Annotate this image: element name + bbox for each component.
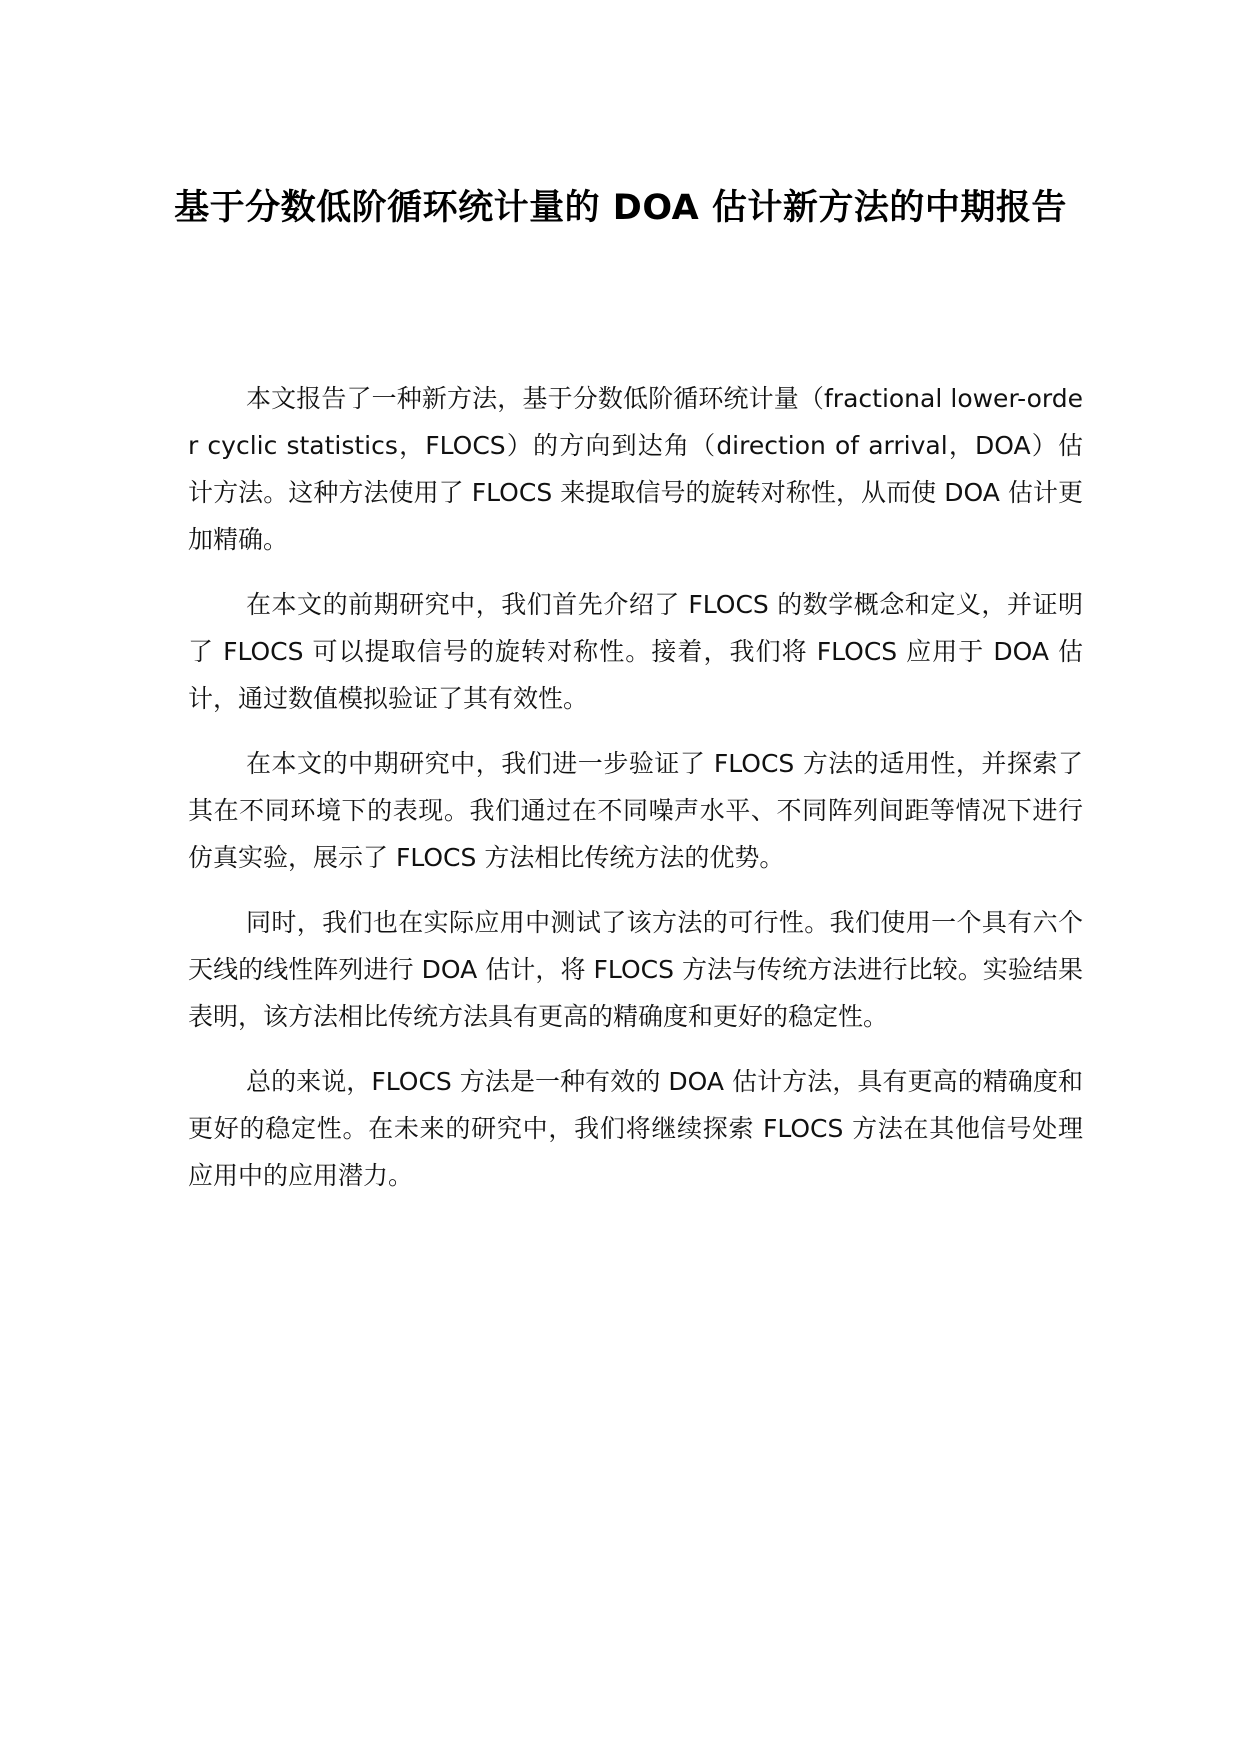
paragraph-3: 在本文的中期研究中，我们进一步验证了 FLOCS 方法的适用性，并探索了其在不同环境下的表现。我们通过在不同噪声水平、不同阵列间距等情况下进行仿真实验，展示了 FLOCS 方法相比传统方法的优势。 [188, 749, 1083, 872]
paragraph-5: 总的来说，FLOCS 方法是一种有效的 DOA 估计方法，具有更高的精确度和更好的稳定性。在未来的研究中，我们将继续探索 FLOCS 方法在其他信号处理应用中的应用潜力。 [188, 1067, 1083, 1190]
paragraph-1: 本文报告了一种新方法，基于分数低阶循环统计量（fractional lower-order cyclic statistics，FLOCS）的方向到达角（direction of arrival，DOA）估计方法。这种方法使用了 FLOCS 来提取信号的旋转对称性，从而使 DOA 估计更加精确。 [188, 384, 1083, 554]
paragraph-2: 在本文的前期研究中，我们首先介绍了 FLOCS 的数学概念和定义，并证明了 FLOCS 可以提取信号的旋转对称性。接着，我们将 FLOCS 应用于 DOA 估计，通过数值模拟验证了其有效性。 [188, 590, 1083, 713]
document-title: 基于分数低阶循环统计量的 DOA 估计新方法的中期报告 [174, 188, 1067, 228]
document-body [188, 375, 1083, 1217]
paragraph-4: 同时，我们也在实际应用中测试了该方法的可行性。我们使用一个具有六个天线的线性阵列进行 DOA 估计，将 FLOCS 方法与传统方法进行比较。实验结果表明，该方法相比传统方法具有更高的精确度和更好的稳定性。 [188, 908, 1083, 1031]
